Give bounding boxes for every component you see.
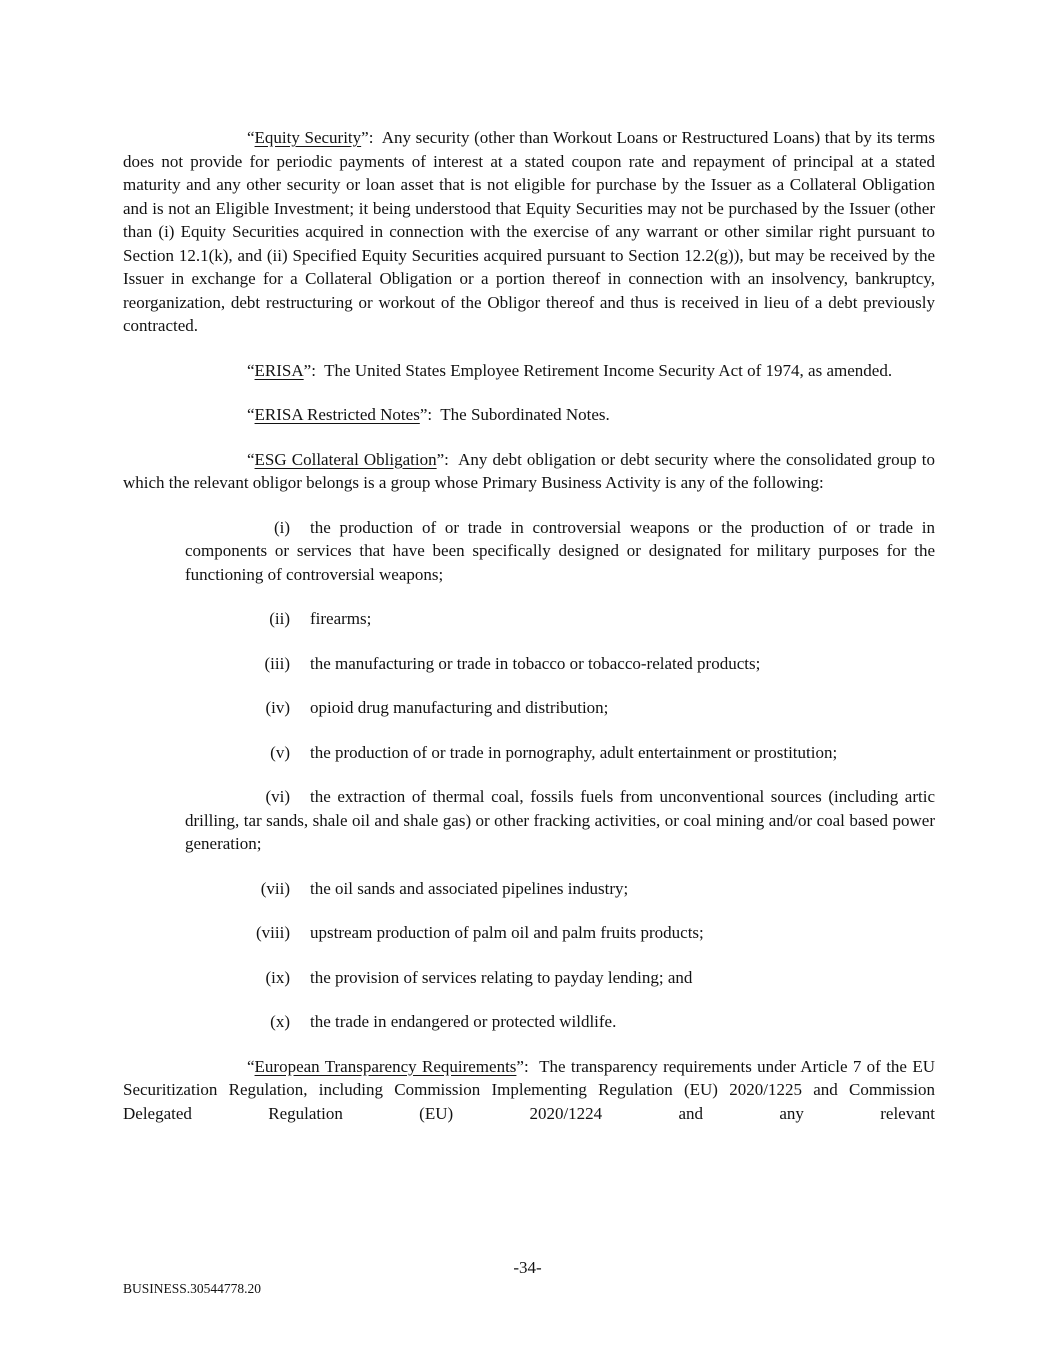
list-item-text: firearms;: [310, 609, 372, 628]
esg-list-item-i: [185, 516, 935, 587]
open-quote: “: [247, 449, 255, 469]
esg-list-item-x: [185, 1010, 935, 1034]
definition-equity-security: [123, 126, 935, 338]
definition-european-transparency-requirements: [123, 1055, 935, 1126]
term-separator: ”:: [516, 1056, 535, 1076]
list-numeral: (x): [270, 1012, 290, 1031]
list-numeral: (ix): [265, 967, 290, 987]
list-numeral: (ii): [269, 609, 290, 628]
list-item-text: the oil sands and associated pipelines industry;: [310, 878, 629, 898]
esg-list-item-ii: [185, 607, 935, 631]
esg-list-item-iv: [185, 696, 935, 720]
term-separator: ”:: [303, 360, 321, 380]
open-quote: “: [247, 405, 255, 424]
defined-term: European Transparency Requirements: [254, 1056, 517, 1076]
term-separator: ”:: [419, 405, 437, 424]
definition-text: Any debt obligation or debt security where the consolidated group to which the relevant obligor belongs is a group whose Primary Business Activity is any of the following:: [123, 449, 935, 492]
document-id-footer: BUSINESS.30544778.20: [123, 1281, 262, 1296]
esg-list-item-vii: [185, 877, 935, 901]
definition-text: Any security (other than Workout Loans or Restructured Loans) that by its terms does not provide for periodic payments of interest at a stated coupon rate and repayment of principal at a stated maturity and any other security or loan asset that is not eligible for purchase by the Issuer as a Collateral Obligation and is not an Eligible Investment; it being understood that Equity Securities may not be purchased by the Issuer (other than (i) Equity Securities acquired in connection with the exercise of any warrant or other similar right pursuant to Section 12.1(k), and (ii) Specified Equity Securities acquired pursuant to Section 12.2(g)), but may be received by the Issuer in exchange for a Collateral Obligation or a portion thereof in connection with an insolvency, bankruptcy, reorganization, debt restructuring or workout of the Obligor thereof and thus is received in lieu of a debt previously contracted.: [123, 128, 935, 335]
list-numeral: (vi): [265, 787, 290, 806]
list-numeral: (i): [273, 517, 290, 537]
defined-term: Equity Security: [254, 128, 362, 147]
list-item-text: the trade in endangered or protected wildlife.: [310, 1012, 617, 1031]
definition-erisa: [123, 359, 935, 383]
list-item-text: upstream production of palm oil and palm fruits products;: [310, 923, 704, 942]
list-item-text: the production of or trade in pornography, adult entertainment or prostitution;: [310, 742, 838, 762]
list-numeral: (v): [270, 742, 290, 762]
defined-term: ERISA: [254, 360, 304, 380]
list-item-text: the provision of services relating to payday lending; and: [310, 967, 693, 987]
list-item-text: opioid drug manufacturing and distribution;: [310, 698, 609, 717]
open-quote: “: [247, 128, 255, 147]
esg-list-item-vi: [185, 785, 935, 856]
list-numeral: (iii): [264, 653, 290, 673]
page-number: -34-: [513, 1258, 542, 1277]
open-quote: “: [247, 360, 255, 380]
definition-text: The Subordinated Notes.: [440, 405, 610, 424]
term-separator: ”:: [436, 449, 454, 469]
open-quote: “: [247, 1056, 255, 1076]
definition-erisa-restricted-notes: [123, 403, 935, 427]
esg-list-item-v: [185, 741, 935, 765]
document-body: [123, 126, 935, 1146]
list-item-text: the production of or trade in controversial weapons or the production of or trade in components or services that have been specifically designed or designated for military purposes for the functioning of controversial weapons;: [185, 517, 935, 584]
list-numeral: (vii): [260, 878, 290, 898]
definition-text: The United States Employee Retirement Income Security Act of 1974, as amended.: [324, 360, 893, 380]
definition-text: The transparency requirements under Article 7 of the EU Securitization Regulation, including Commission Implementing Regulation (EU) 2020/1225 and Commission Delegated Regulation (EU) 2020/1224 and any relevant: [123, 1056, 935, 1123]
term-separator: ”:: [361, 128, 379, 147]
list-numeral: (iv): [265, 698, 290, 717]
list-item-text: the extraction of thermal coal, fossils fuels from unconventional sources (including artic drilling, tar sands, shale oil and shale gas) or other fracking activities, or coal mining and/or coal based power generation;: [185, 787, 935, 853]
esg-list-item-ix: [185, 966, 935, 990]
defined-term: ERISA Restricted Notes: [254, 405, 420, 424]
list-numeral: (viii): [256, 923, 290, 942]
defined-term: ESG Collateral Obligation: [254, 449, 437, 469]
definition-esg-collateral-obligation: [123, 448, 935, 495]
esg-list-item-iii: [185, 652, 935, 676]
list-item-text: the manufacturing or trade in tobacco or tobacco-related products;: [310, 653, 761, 673]
esg-list-item-viii: [185, 921, 935, 945]
